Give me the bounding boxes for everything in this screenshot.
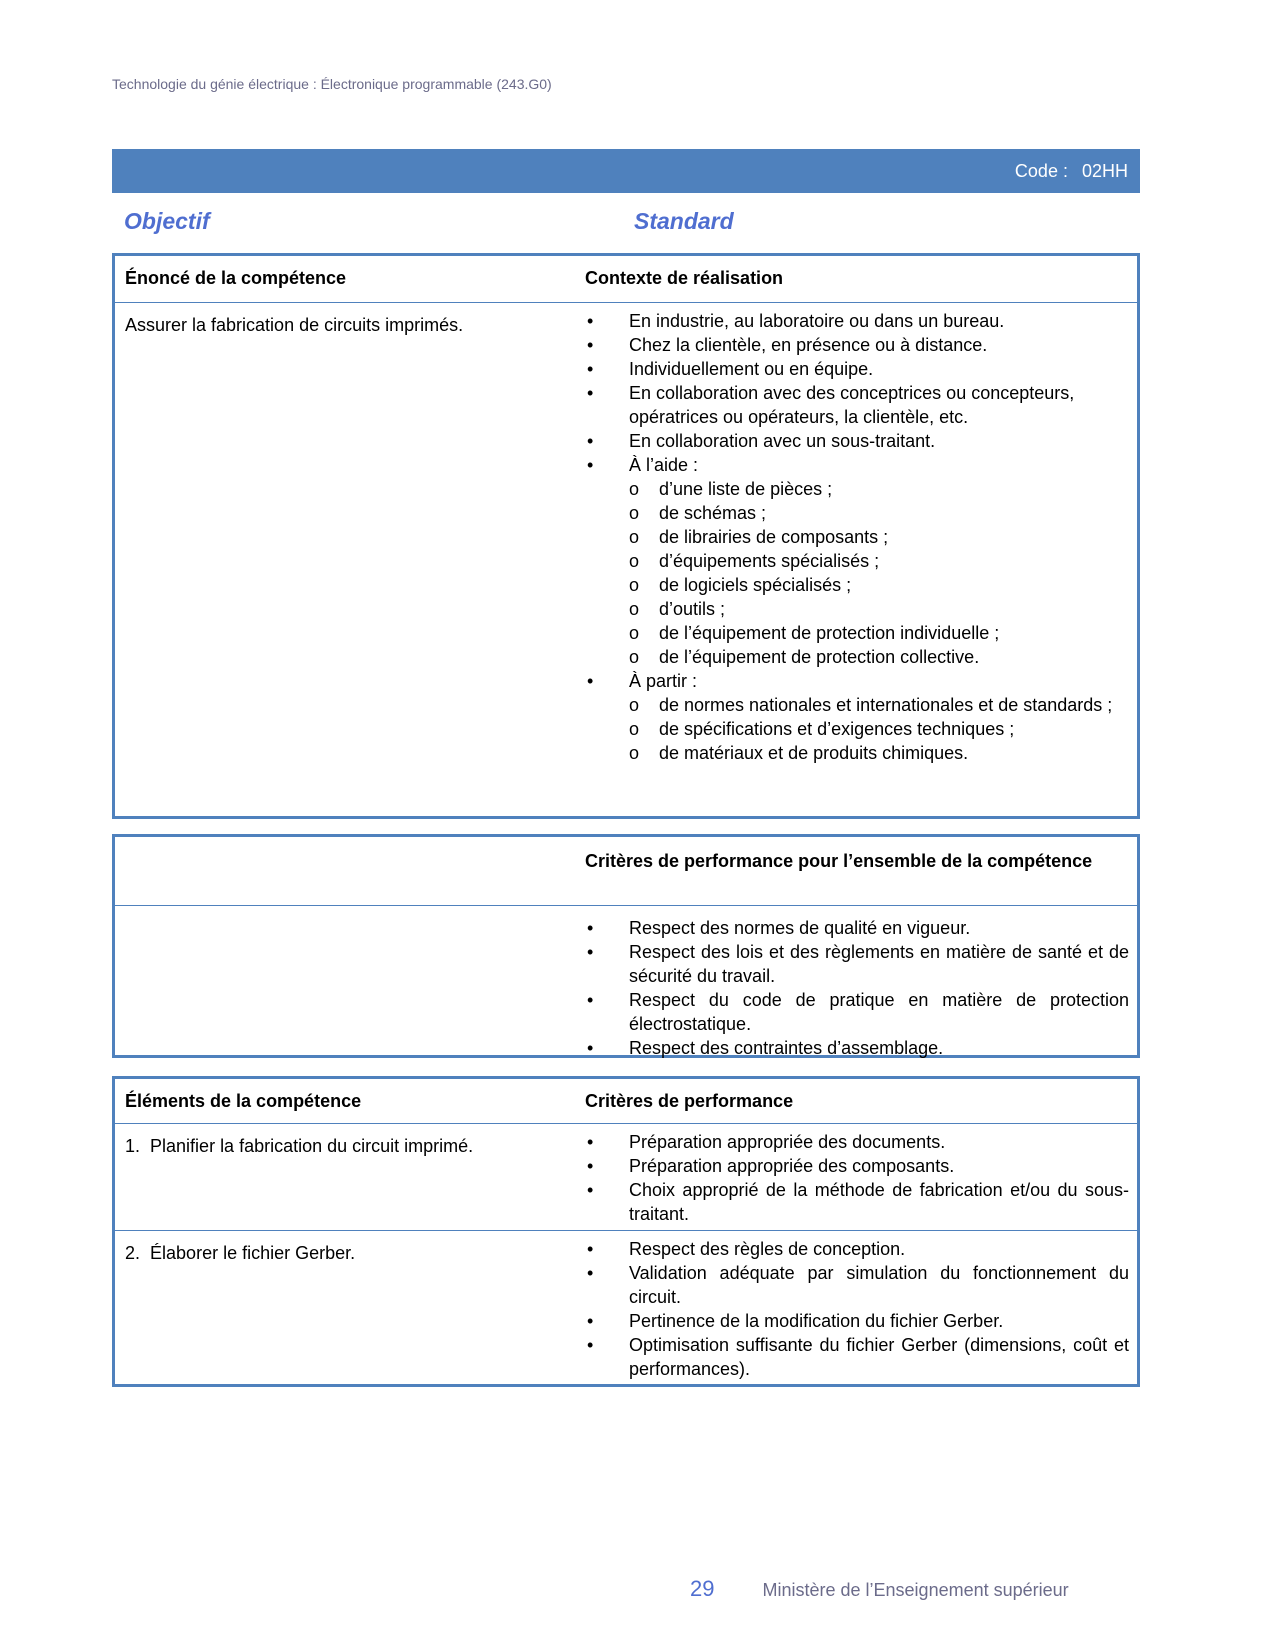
sublist-item: o de spécifications et d’exigences techniques ; [629, 717, 1129, 741]
competence-table-header [115, 256, 1137, 302]
list-item: • Respect du code de pratique en matière de protection électrostatique. [585, 988, 1129, 1036]
sublist-item: o de normes nationales et internationales et de standards ; [629, 693, 1129, 717]
code-label: Code : [1014, 161, 1068, 181]
element-number: 2. [125, 1243, 141, 1263]
element-cell [115, 1231, 585, 1391]
elements-table [112, 1076, 1140, 1387]
global-criteria-header: Critères de performance pour l’ensemble de la compétence [585, 851, 1093, 871]
ministry-name: Ministère de l’Enseignement supérieur [762, 1580, 1069, 1600]
list-item: • Individuellement ou en équipe. [585, 357, 1129, 381]
sublist-item: o d’outils ; [629, 597, 1129, 621]
sublist-item: o d’une liste de pièces ; [629, 477, 1129, 501]
list-item: • Optimisation suffisante du fichier Gerber (dimensions, coût et performances). [585, 1333, 1129, 1381]
global-criteria-row [115, 905, 1137, 1070]
table-row [115, 1230, 1137, 1391]
list-item: • Respect des règles de conception. [585, 1237, 1129, 1261]
elements-header: Éléments de la compétence [125, 1091, 362, 1111]
criteria-list [585, 1130, 1129, 1226]
page-number: 29 [690, 1576, 715, 1601]
list-item [585, 669, 1129, 765]
context-cell [585, 303, 1137, 775]
sublist-item: o de schémas ; [629, 501, 1129, 525]
sublist-item: o de l’équipement de protection collective. [629, 645, 1129, 669]
criteria-cell [585, 1231, 1137, 1391]
objectif-heading: Objectif [124, 208, 210, 234]
code-value: 02HH [1081, 161, 1128, 181]
global-criteria-table [112, 834, 1140, 1058]
list-item: • Respect des contraintes d’assemblage. [585, 1036, 1129, 1060]
elements-table-header [115, 1079, 1137, 1123]
list-item: • Préparation appropriée des documents. [585, 1130, 1129, 1154]
list-item: • Respect des normes de qualité en vigueur. [585, 916, 1129, 940]
table-row [115, 1123, 1137, 1230]
competence-table [112, 253, 1140, 819]
criteria-header: Critères de performance [585, 1091, 794, 1111]
element-number: 1. [125, 1136, 141, 1156]
list-item: • Pertinence de la modification du fichier Gerber. [585, 1309, 1129, 1333]
sublist-item: o de logiciels spécialisés ; [629, 573, 1129, 597]
list-item: • En collaboration avec un sous-traitant. [585, 429, 1129, 453]
list-item [585, 453, 1129, 669]
sublist-item: o de librairies de composants ; [629, 525, 1129, 549]
global-criteria-cell [585, 906, 1137, 1070]
competence-statement: Assurer la fabrication de circuits imprimés. [125, 315, 464, 335]
list-item: • Préparation appropriée des composants. [585, 1154, 1129, 1178]
list-item: • Respect des lois et des règlements en matière de santé et de sécurité du travail. [585, 940, 1129, 988]
element-cell [115, 1124, 585, 1230]
page-footer [690, 1576, 1069, 1602]
partir-sublist [629, 693, 1129, 765]
list-item: • En industrie, au laboratoire ou dans un bureau. [585, 309, 1129, 333]
empty-cell [115, 837, 585, 905]
criteria-cell [585, 1124, 1137, 1230]
competence-row [115, 302, 1137, 775]
global-criteria-header-row [115, 837, 1137, 905]
list-item: • En collaboration avec des conceptrices ou concepteurs, opératrices ou opérateurs, la clientèle, etc. [585, 381, 1129, 429]
aide-sublist [629, 477, 1129, 669]
aide-label: À l’aide : [629, 455, 699, 475]
enonce-header: Énoncé de la compétence [125, 268, 347, 288]
criteria-list [585, 1237, 1129, 1381]
list-item: • Choix approprié de la méthode de fabrication et/ou du sous-traitant. [585, 1178, 1129, 1226]
sublist-item: o de l’équipement de protection individuelle ; [629, 621, 1129, 645]
global-criteria-list [585, 916, 1129, 1060]
element-text: Planifier la fabrication du circuit imprimé. [150, 1136, 474, 1156]
partir-label: À partir : [629, 671, 698, 691]
element-text: Élaborer le fichier Gerber. [150, 1243, 356, 1263]
code-display [1015, 161, 1128, 182]
sublist-item: o de matériaux et de produits chimiques. [629, 741, 1129, 765]
code-band [112, 149, 1140, 193]
standard-heading: Standard [634, 208, 734, 234]
list-item: • Validation adéquate par simulation du fonctionnement du circuit. [585, 1261, 1129, 1309]
running-title: Technologie du génie électrique : Électronique programmable (243.G0) [112, 76, 552, 92]
context-list [585, 309, 1129, 765]
empty-cell [115, 906, 585, 1070]
contexte-header: Contexte de réalisation [585, 268, 784, 288]
list-item: • Chez la clientèle, en présence ou à distance. [585, 333, 1129, 357]
sublist-item: o d’équipements spécialisés ; [629, 549, 1129, 573]
